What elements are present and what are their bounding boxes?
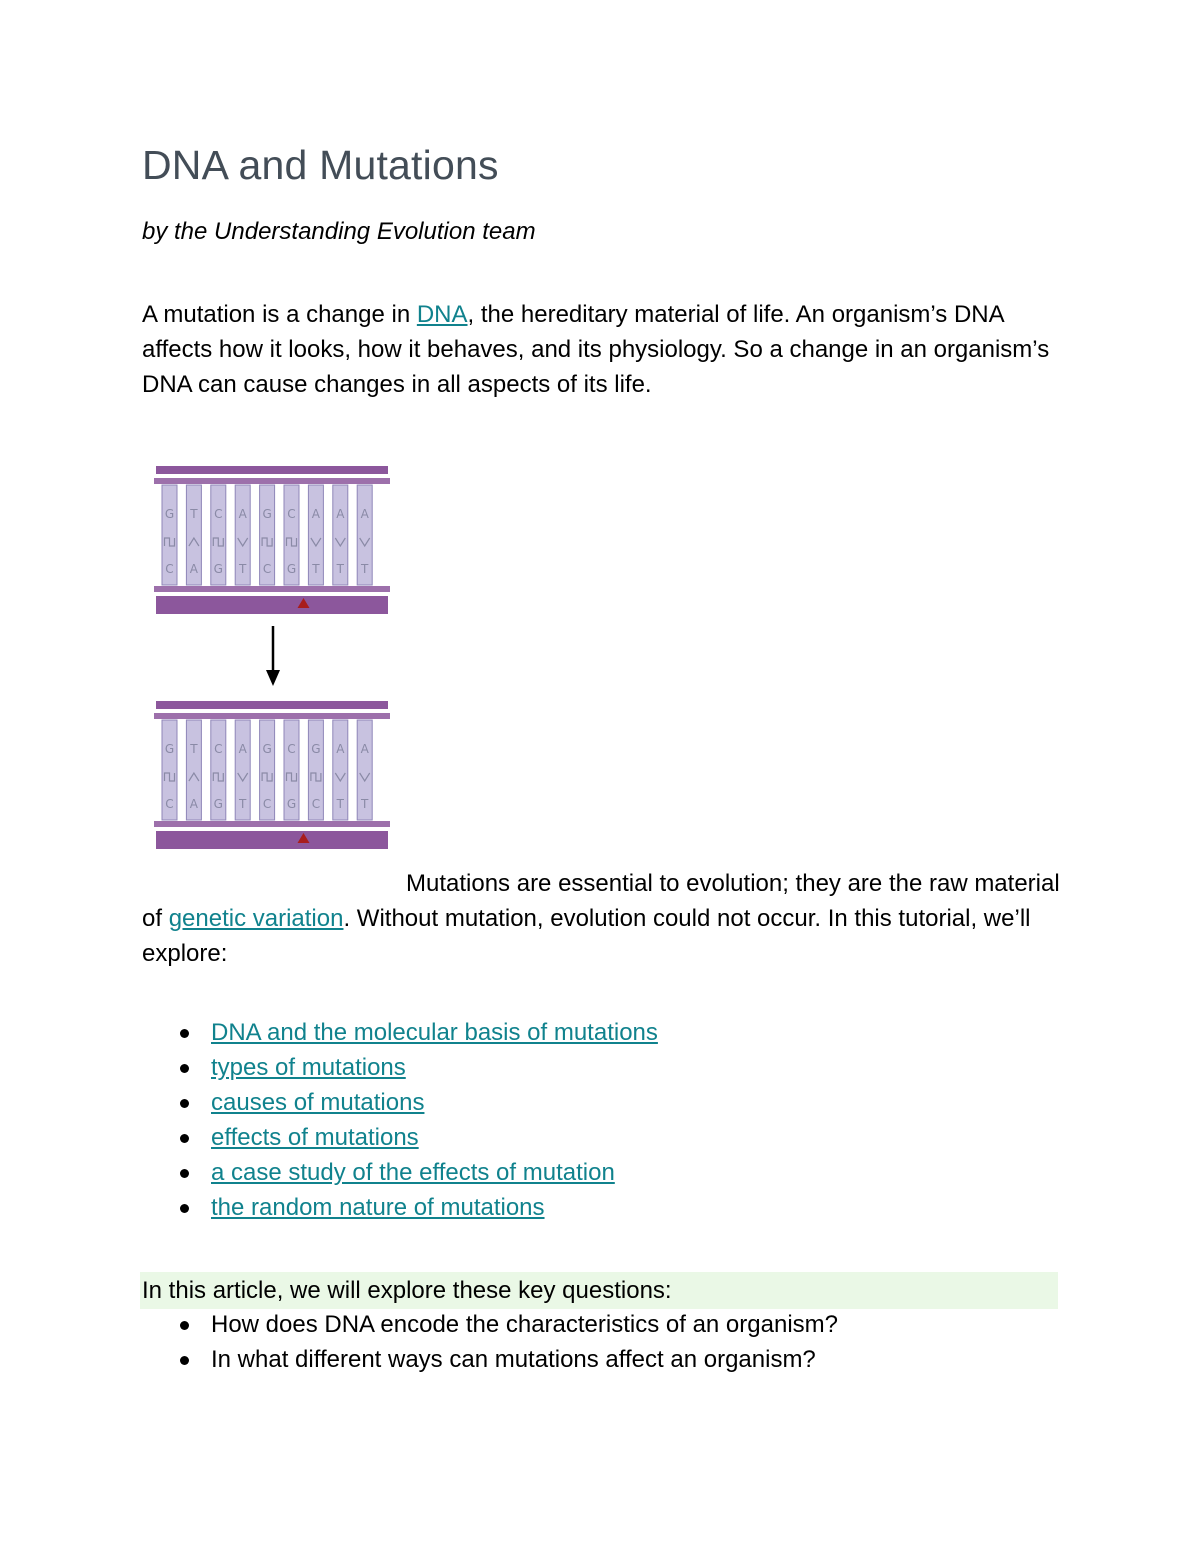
topic-link[interactable]: effects of mutations bbox=[211, 1124, 419, 1151]
topic-link[interactable]: causes of mutations bbox=[211, 1089, 425, 1116]
base-letter: G bbox=[262, 742, 272, 756]
list-item: How does DNA encode the characteristics of an organism? bbox=[142, 1307, 838, 1342]
base-pair bbox=[333, 720, 348, 820]
base-pair bbox=[235, 720, 250, 820]
base-letter: A bbox=[189, 797, 199, 811]
base-letter: A bbox=[238, 507, 247, 521]
list-item bbox=[142, 1085, 658, 1120]
backbone-top-edge bbox=[154, 478, 390, 484]
page-title: DNA and Mutations bbox=[142, 142, 499, 188]
evolution-text-end: . Without mutation, evolution could not occur. In this tutorial, we’ll explore: bbox=[142, 905, 1031, 967]
backbone-bottom-edge bbox=[154, 821, 390, 827]
intro-paragraph bbox=[142, 297, 1062, 402]
base-letter: G bbox=[164, 507, 175, 521]
evolution-paragraph bbox=[142, 866, 1062, 971]
base-letter: T bbox=[239, 562, 247, 576]
base-letter: G bbox=[213, 562, 223, 576]
base-pair bbox=[284, 485, 299, 585]
base-letter: A bbox=[360, 742, 369, 756]
base-pair bbox=[260, 485, 275, 585]
base-letter: G bbox=[213, 797, 223, 811]
base-letter: A bbox=[311, 507, 321, 521]
byline: by the Understanding Evolution team bbox=[142, 218, 536, 245]
base-letter: G bbox=[286, 797, 297, 811]
base-letter: A bbox=[336, 507, 345, 521]
list-item bbox=[142, 1155, 658, 1190]
list-item bbox=[142, 1120, 658, 1155]
base-letter: T bbox=[190, 742, 198, 756]
key-questions-heading: In this article, we will explore these key questions: bbox=[142, 1277, 672, 1304]
backbone-top bbox=[156, 701, 388, 709]
base-letter: A bbox=[238, 742, 247, 756]
base-letter: C bbox=[287, 507, 296, 521]
genetic-variation-link[interactable]: genetic variation bbox=[168, 905, 344, 932]
base-pair bbox=[357, 485, 372, 585]
base-letter: G bbox=[286, 562, 297, 576]
topic-link[interactable]: the random nature of mutations bbox=[211, 1194, 545, 1221]
base-letter: T bbox=[361, 562, 369, 576]
base-letter: T bbox=[361, 797, 369, 811]
base-pair bbox=[357, 720, 372, 820]
topic-link[interactable]: types of mutations bbox=[211, 1054, 406, 1081]
base-letter: T bbox=[312, 562, 320, 576]
backbone-bottom bbox=[156, 596, 388, 614]
backbone-bottom bbox=[156, 831, 388, 849]
backbone-top bbox=[156, 466, 388, 474]
base-letter: C bbox=[165, 562, 174, 576]
dna-link[interactable]: DNA bbox=[416, 301, 468, 328]
base-letter: G bbox=[262, 507, 272, 521]
intro-text-start: A mutation is a change in bbox=[142, 301, 417, 328]
base-pair bbox=[186, 720, 201, 820]
base-pair bbox=[211, 720, 226, 820]
base-letter: C bbox=[165, 797, 174, 811]
base-pair bbox=[186, 485, 201, 585]
base-letter: C bbox=[214, 742, 223, 756]
topic-link[interactable]: DNA and the molecular basis of mutations bbox=[211, 1019, 658, 1046]
base-letter: G bbox=[164, 742, 175, 756]
base-pair bbox=[284, 720, 299, 820]
base-pair bbox=[308, 485, 323, 585]
base-letter: C bbox=[287, 742, 296, 756]
intro-text-end: , the hereditary material of life. An organism’s DNA affects how it looks, how it behaves, and its physiology. So a change in an organism’s DNA can cause changes in all aspects of its life. bbox=[142, 301, 1050, 398]
base-letter: T bbox=[239, 797, 247, 811]
base-letter: C bbox=[311, 797, 321, 811]
base-letter: A bbox=[336, 742, 345, 756]
base-letter: A bbox=[189, 562, 199, 576]
dna-strand-after bbox=[154, 701, 390, 849]
dna-mutation-figure bbox=[150, 458, 400, 858]
base-letter: C bbox=[262, 797, 272, 811]
base-pair bbox=[235, 485, 250, 585]
base-pair bbox=[211, 485, 226, 585]
topics-list bbox=[142, 1015, 658, 1225]
base-letter: G bbox=[311, 742, 321, 756]
base-pair bbox=[333, 485, 348, 585]
topic-link[interactable]: a case study of the effects of mutation bbox=[211, 1159, 615, 1186]
backbone-top-edge bbox=[154, 713, 390, 719]
backbone-bottom-edge bbox=[154, 586, 390, 592]
base-letter: T bbox=[336, 562, 344, 576]
list-item bbox=[142, 1015, 658, 1050]
list-item bbox=[142, 1050, 658, 1085]
base-pair bbox=[162, 720, 177, 820]
base-pair bbox=[308, 720, 323, 820]
base-letter: T bbox=[190, 507, 198, 521]
key-questions-list bbox=[142, 1307, 838, 1377]
base-pair bbox=[162, 485, 177, 585]
list-item bbox=[142, 1190, 658, 1225]
base-letter: T bbox=[336, 797, 344, 811]
list-item: In what different ways can mutations affect an organism? bbox=[142, 1342, 838, 1377]
base-pair bbox=[260, 720, 275, 820]
base-letter: C bbox=[262, 562, 272, 576]
base-letter: C bbox=[214, 507, 223, 521]
base-letter: A bbox=[360, 507, 369, 521]
down-arrow-icon bbox=[266, 626, 280, 686]
evolution-text-start: Mutations are essential to evolution; they are the raw material of bbox=[142, 870, 1060, 932]
dna-strand-before bbox=[154, 466, 390, 614]
